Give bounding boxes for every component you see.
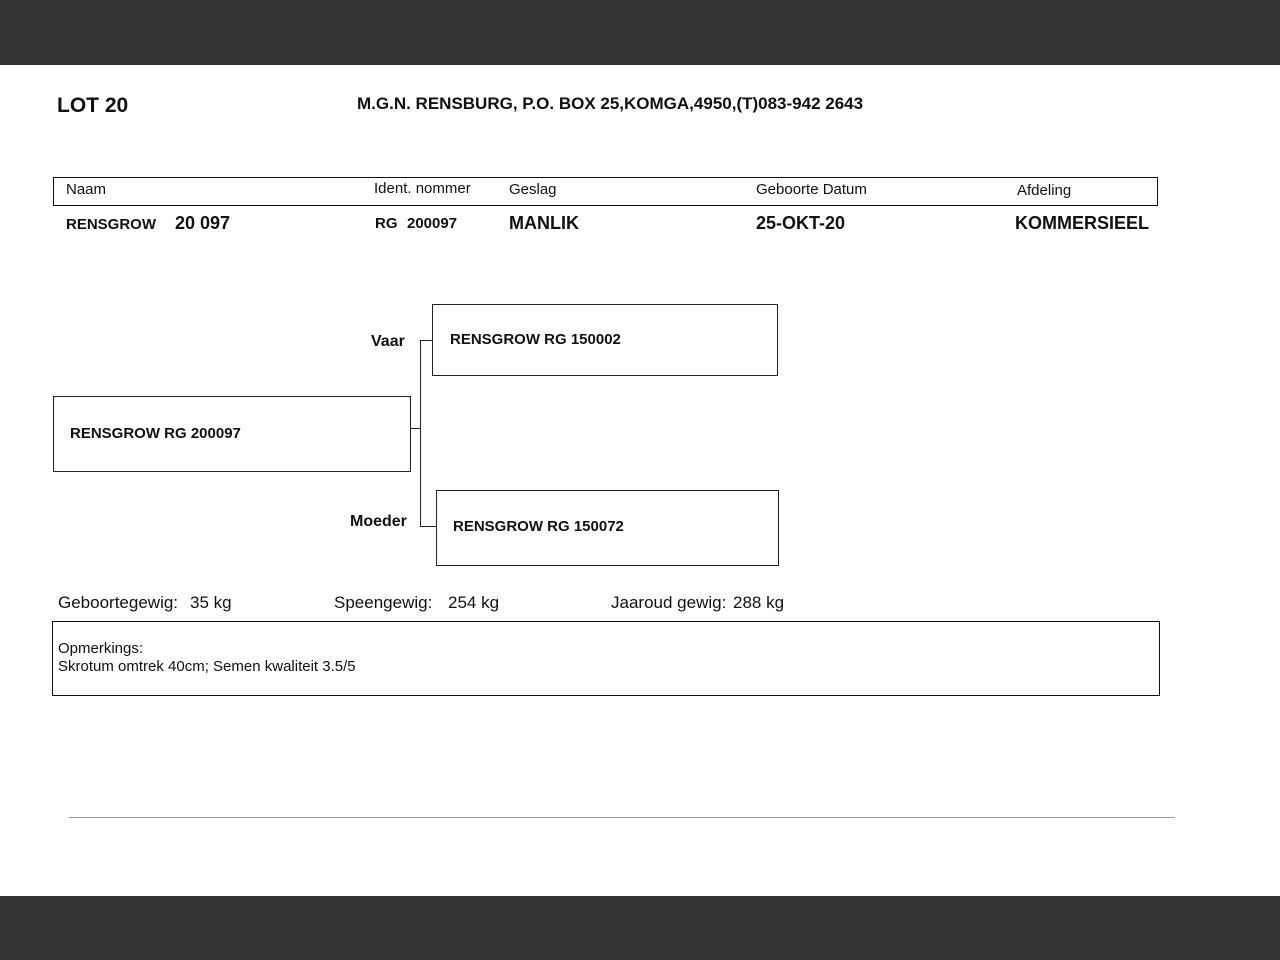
pedigree-connector-sire	[420, 340, 432, 341]
owner-address: M.G.N. RENSBURG, P.O. BOX 25,KOMGA,4950,(T)083-942 2643	[357, 94, 864, 113]
column-afdeling: Afdeling	[1017, 182, 1072, 199]
remarks-label: Opmerkings:	[58, 640, 144, 657]
animal-name-prefix: RENSGROW	[66, 216, 156, 233]
wean-weight-label: Speengewig:	[334, 593, 433, 612]
birth-weight-value: 35 kg	[190, 593, 232, 612]
animal-ident-number: 200097	[407, 215, 458, 232]
column-ident: Ident. nommer	[374, 180, 471, 197]
pedigree-connector-self	[410, 428, 421, 429]
column-datum: Geboorte Datum	[756, 181, 867, 198]
dam-name: RENSGROW RG 150072	[453, 518, 624, 535]
lot-number: LOT 20	[57, 94, 129, 117]
birth-weight-label: Geboortegewig:	[58, 593, 179, 612]
column-header-box	[53, 177, 1158, 206]
animal-geslag: MANLIK	[509, 213, 579, 233]
pedigree-connector-dam	[420, 526, 436, 527]
pedigree-connector-vertical	[420, 340, 421, 527]
year-weight-label: Jaaroud gewig:	[611, 593, 727, 612]
animal-birth-date: 25-OKT-20	[756, 213, 846, 233]
remarks-text: Skrotum omtrek 40cm; Semen kwaliteit 3.5/5	[58, 658, 356, 675]
self-name: RENSGROW RG 200097	[70, 425, 241, 442]
column-naam: Naam	[66, 181, 107, 198]
animal-name-number: 20 097	[175, 213, 231, 233]
animal-afdeling: KOMMERSIEEL	[1015, 213, 1150, 233]
divider-line	[69, 817, 1175, 818]
top-bar	[0, 0, 1280, 65]
dam-label: Moeder	[350, 513, 407, 530]
animal-ident-prefix: RG	[375, 215, 398, 232]
bottom-bar	[0, 896, 1280, 960]
sire-label: Vaar	[371, 333, 405, 350]
wean-weight-value: 254 kg	[448, 593, 500, 612]
sire-name: RENSGROW RG 150002	[450, 331, 621, 348]
year-weight-value: 288 kg	[733, 593, 785, 612]
column-geslag: Geslag	[509, 181, 557, 198]
